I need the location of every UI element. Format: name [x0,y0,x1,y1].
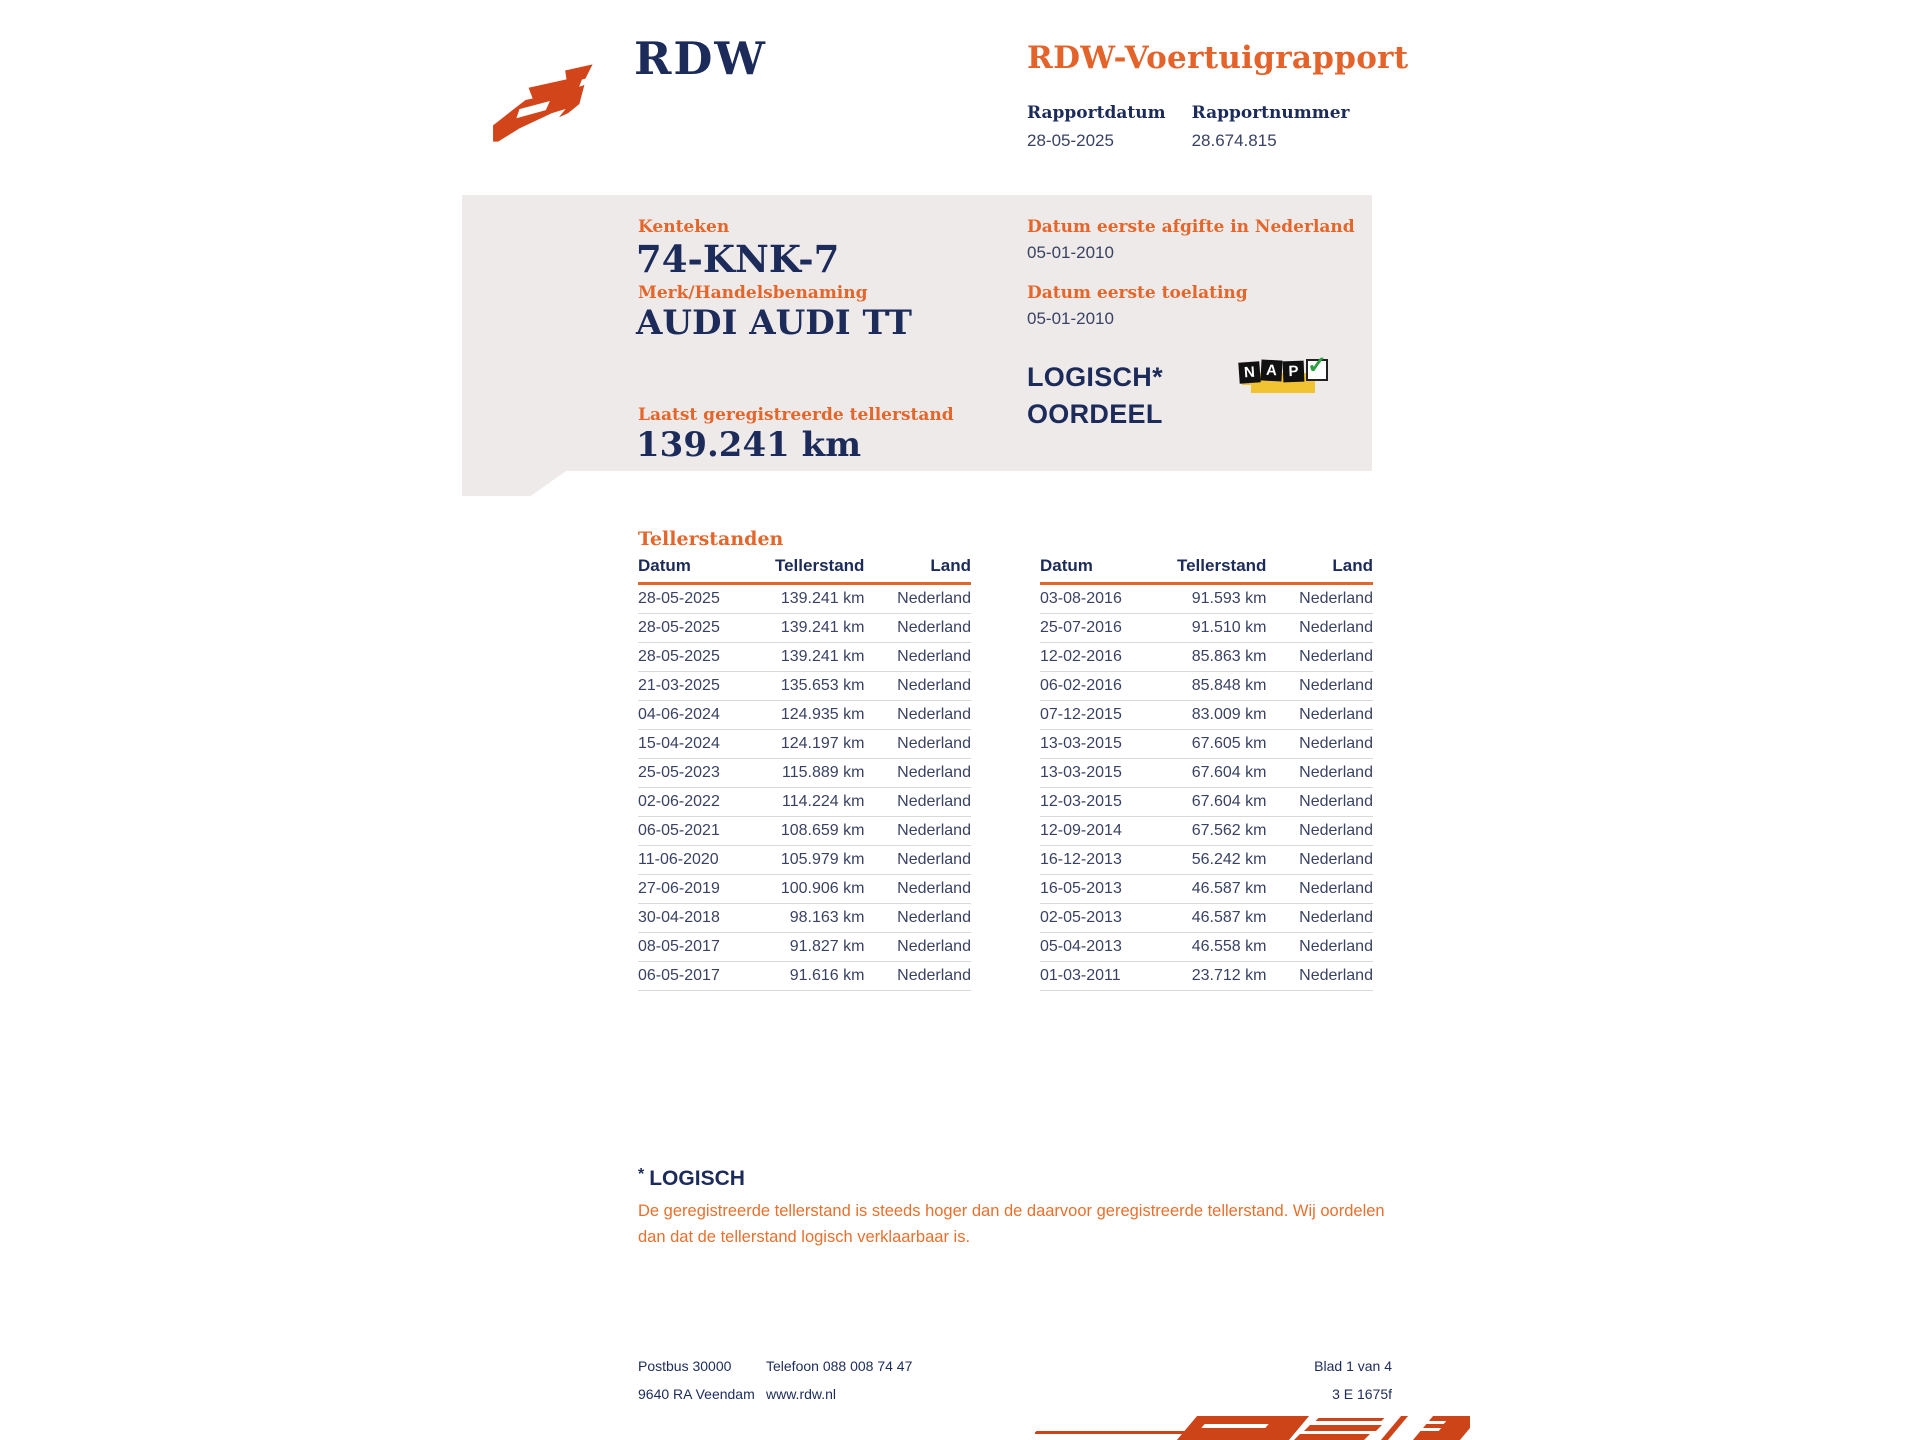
eerste-toelating-value: 05-01-2010 [1027,309,1114,328]
column-header-tellerstand: Tellerstand [774,556,865,575]
datum-cell: 25-07-2016 [1040,619,1122,636]
column-header-land: Land [930,556,971,575]
tire-track-graphic [1035,1412,1470,1440]
tellerstand-cell: 67.604 km [1191,764,1267,781]
land-cell: Nederland [1299,648,1373,665]
oordeel-line1: LOGISCH* [1027,362,1163,392]
datum-cell: 07-12-2015 [1040,706,1122,723]
table-row [1040,643,1373,672]
table-body [638,585,971,991]
land-cell: Nederland [1299,967,1373,984]
land-cell: Nederland [1299,880,1373,897]
datum-cell: 16-12-2013 [1040,851,1122,868]
table-row [638,904,971,933]
footer-address [638,1352,755,1408]
nap-logo [1237,352,1333,404]
footer-website: www.rdw.nl [766,1386,837,1402]
tellerstand-cell: 56.242 km [1191,851,1267,868]
kenteken-value: 74-KNK-7 [636,237,840,281]
table-row [638,817,971,846]
merk-value: AUDI AUDI TT [636,303,912,343]
table-row [638,643,971,672]
oordeel-verdict [1027,359,1163,433]
datum-cell: 05-04-2013 [1040,938,1122,955]
table-row [638,614,971,643]
tellerstand-value: 139.241 km [636,425,862,465]
column-header-land: Land [1332,556,1373,575]
land-cell: Nederland [897,677,971,694]
nap-letter-a: A [1260,359,1282,381]
land-cell: Nederland [897,590,971,607]
land-cell: Nederland [1299,735,1373,752]
land-cell: Nederland [897,967,971,984]
table-row [1040,614,1373,643]
datum-cell: 03-08-2016 [1040,590,1122,607]
tellerstanden-heading: Tellerstanden [638,528,784,550]
tellerstand-cell: 91.510 km [1191,619,1267,636]
table-row [1040,788,1373,817]
table-row [1040,672,1373,701]
table-row [638,730,971,759]
datum-cell: 16-05-2013 [1040,880,1122,897]
tellerstand-cell: 115.889 km [782,764,865,781]
tellerstand-cell: 91.616 km [789,967,865,984]
land-cell: Nederland [897,793,971,810]
footer-phone: Telefoon 088 008 74 47 [766,1358,913,1374]
footer-postbus: Postbus 30000 [638,1358,732,1374]
tellerstand-cell: 85.848 km [1191,677,1267,694]
tellerstand-cell: 91.827 km [789,938,865,955]
table-row [638,962,971,991]
report-number-value: 28.674.815 [1191,131,1277,150]
land-cell: Nederland [1299,619,1373,636]
land-cell: Nederland [897,648,971,665]
tellerstanden-table-left [638,556,971,991]
report-number-block [1192,103,1350,151]
land-cell: Nederland [1299,590,1373,607]
report-meta [1027,103,1350,151]
table-row [638,759,971,788]
datum-cell: 12-03-2015 [1040,793,1122,810]
nap-letter-p: P [1283,361,1305,383]
table-row [638,788,971,817]
tellerstand-cell: 108.659 km [780,822,865,839]
tellerstand-label: Laatst geregistreerde tellerstand [638,405,954,425]
tellerstand-cell: 67.562 km [1191,822,1267,839]
datum-cell: 02-06-2022 [638,793,720,810]
datum-cell: 27-06-2019 [638,880,720,897]
tellerstand-cell: 67.605 km [1191,735,1267,752]
footnote-asterisk: * [638,1166,645,1183]
tellerstand-cell: 85.863 km [1191,648,1267,665]
land-cell: Nederland [897,619,971,636]
column-header-datum: Datum [1040,556,1093,575]
logisch-footnote-text: De geregistreerde tellerstand is steeds hoger dan de daarvoor geregistreerde tellerstand. Wij oordelen dan dat de tellerstand logisch verklaarbaar is. [638,1202,1385,1246]
datum-cell: 12-02-2016 [1040,648,1122,665]
datum-cell: 28-05-2025 [638,648,720,665]
tellerstand-cell: 23.712 km [1191,967,1267,984]
table-header-row [638,556,971,585]
table-row [638,846,971,875]
tellerstand-cell: 114.224 km [782,793,865,810]
eerste-toelating-label: Datum eerste toelating [1027,283,1248,303]
tellerstand-cell: 139.241 km [780,619,865,636]
table-row [1040,701,1373,730]
nap-letter-n: N [1238,361,1260,383]
tellerstand-cell: 46.587 km [1191,909,1267,926]
table-row [638,672,971,701]
table-row [638,701,971,730]
logisch-footnote-heading [638,1166,745,1191]
datum-cell: 06-02-2016 [1040,677,1122,694]
rdw-wing-icon [490,62,622,144]
land-cell: Nederland [1299,909,1373,926]
table-row [1040,962,1373,991]
datum-cell: 08-05-2017 [638,938,720,955]
tellerstand-cell: 139.241 km [780,590,865,607]
tellerstanden-table-right [1040,556,1373,991]
datum-cell: 21-03-2025 [638,677,720,694]
datum-cell: 12-09-2014 [1040,822,1122,839]
oordeel-line2: OORDEEL [1027,399,1163,429]
land-cell: Nederland [897,938,971,955]
land-cell: Nederland [897,880,971,897]
nap-notch [1242,385,1251,393]
datum-cell: 04-06-2024 [638,706,720,723]
vehicle-summary-panel [462,195,1372,471]
land-cell: Nederland [1299,677,1373,694]
table-row [1040,585,1373,614]
land-cell: Nederland [1299,764,1373,781]
table-row [1040,730,1373,759]
datum-cell: 30-04-2018 [638,909,720,926]
footer-contact [766,1352,912,1408]
report-number-label: Rapportnummer [1191,103,1350,123]
tellerstand-cell: 100.906 km [780,880,865,897]
table-header-row [1040,556,1373,585]
datum-cell: 13-03-2015 [1040,735,1122,752]
tellerstand-cell: 98.163 km [789,909,865,926]
tellerstand-cell: 91.593 km [1191,590,1267,607]
tellerstand-cell: 46.558 km [1191,938,1267,955]
eerste-afgifte-label: Datum eerste afgifte in Nederland [1027,217,1355,237]
tellerstand-cell: 105.979 km [780,851,865,868]
nap-checkmark-icon: ✓ [1306,352,1328,379]
land-cell: Nederland [897,764,971,781]
footnote-heading-text: LOGISCH [649,1167,745,1190]
land-cell: Nederland [1299,706,1373,723]
tellerstand-cell: 124.935 km [780,706,865,723]
datum-cell: 15-04-2024 [638,735,720,752]
land-cell: Nederland [897,822,971,839]
report-date-value: 28-05-2025 [1027,131,1114,150]
land-cell: Nederland [1299,851,1373,868]
table-row [1040,846,1373,875]
land-cell: Nederland [897,735,971,752]
footer-city: 9640 RA Veendam [638,1386,755,1402]
eerste-afgifte-value: 05-01-2010 [1027,243,1114,262]
datum-cell: 11-06-2020 [638,851,719,868]
datum-cell: 13-03-2015 [1040,764,1122,781]
table-row [638,933,971,962]
footer-doc-code: 3 E 1675f [1332,1386,1392,1402]
footer-page-indicator: Blad 1 van 4 [1314,1358,1392,1374]
tellerstand-cell: 124.197 km [780,735,865,752]
land-cell: Nederland [897,706,971,723]
land-cell: Nederland [1299,793,1373,810]
datum-cell: 25-05-2023 [638,764,720,781]
column-header-datum: Datum [638,556,691,575]
tellerstand-cell: 46.587 km [1191,880,1267,897]
summary-panel-tail [462,471,566,496]
land-cell: Nederland [897,851,971,868]
datum-cell: 06-05-2021 [638,822,720,839]
column-header-tellerstand: Tellerstand [1176,556,1267,575]
kenteken-label: Kenteken [638,217,730,237]
land-cell: Nederland [1299,938,1373,955]
tellerstand-cell: 83.009 km [1191,706,1267,723]
table-row [638,875,971,904]
datum-cell: 28-05-2025 [638,619,720,636]
rdw-logo-text: RDW [634,32,767,85]
datum-cell: 02-05-2013 [1040,909,1122,926]
table-row [1040,875,1373,904]
footer-page-info [1314,1352,1392,1408]
report-title: RDW-Voertuigrapport [1027,40,1409,76]
datum-cell: 06-05-2017 [638,967,720,984]
datum-cell: 01-03-2011 [1040,967,1121,984]
tellerstand-cell: 67.604 km [1191,793,1267,810]
datum-cell: 28-05-2025 [638,590,720,607]
table-body [1040,585,1373,991]
tellerstand-cell: 135.653 km [780,677,865,694]
table-row [638,585,971,614]
merk-label: Merk/Handelsbenaming [638,283,868,303]
table-row [1040,759,1373,788]
report-date-block [1027,103,1166,151]
table-row [1040,933,1373,962]
tellerstand-cell: 139.241 km [780,648,865,665]
land-cell: Nederland [897,909,971,926]
table-row [1040,817,1373,846]
table-row [1040,904,1373,933]
land-cell: Nederland [1299,822,1373,839]
report-date-label: Rapportdatum [1027,103,1166,123]
